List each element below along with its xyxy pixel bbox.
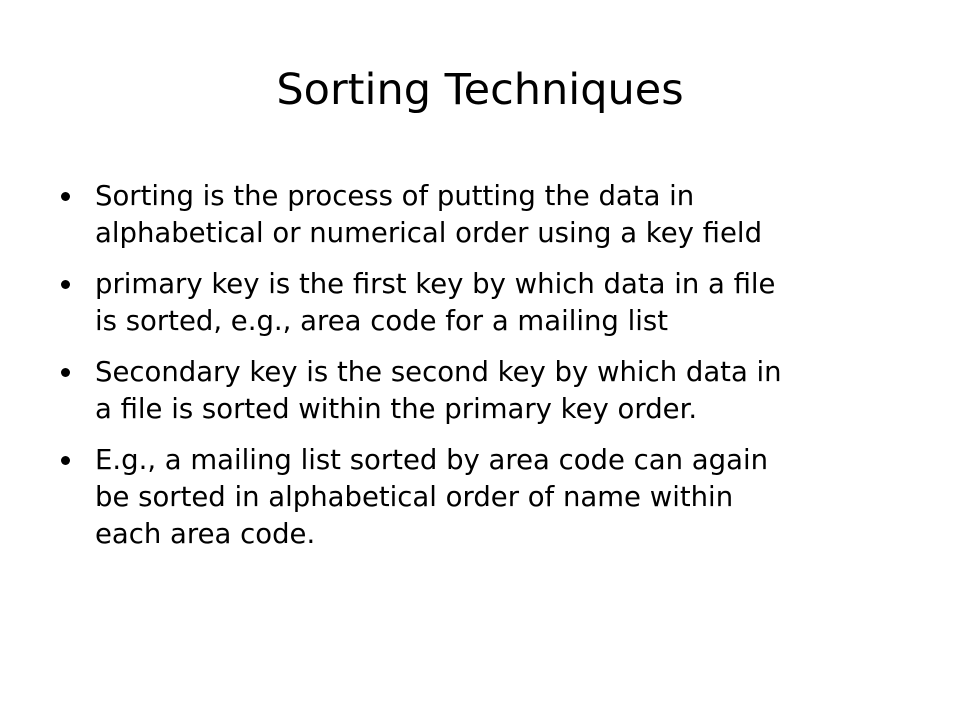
bullet-list [57, 178, 907, 567]
bullet-text: Sorting is the process of putting the data in alphabetical or numerical order using a key field [95, 180, 763, 249]
bullet-item [57, 178, 907, 252]
bullet-text: E.g., a mailing list sorted by area code can again be sorted in alphabetical order of name within each area code. [95, 444, 769, 550]
bullet-text: Secondary key is the second key by which data in a file is sorted within the primary key order. [95, 356, 782, 425]
bullet-dot-icon [61, 280, 70, 289]
bullet-text: primary key is the first key by which data in a file is sorted, e.g., area code for a mailing list [95, 268, 776, 337]
bullet-item [57, 266, 907, 340]
bullet-item [57, 442, 907, 553]
bullet-dot-icon [61, 192, 70, 201]
bullet-dot-icon [61, 456, 70, 465]
bullet-item [57, 354, 907, 428]
slide-title: Sorting Techniques [276, 65, 684, 115]
bullet-dot-icon [61, 368, 70, 377]
